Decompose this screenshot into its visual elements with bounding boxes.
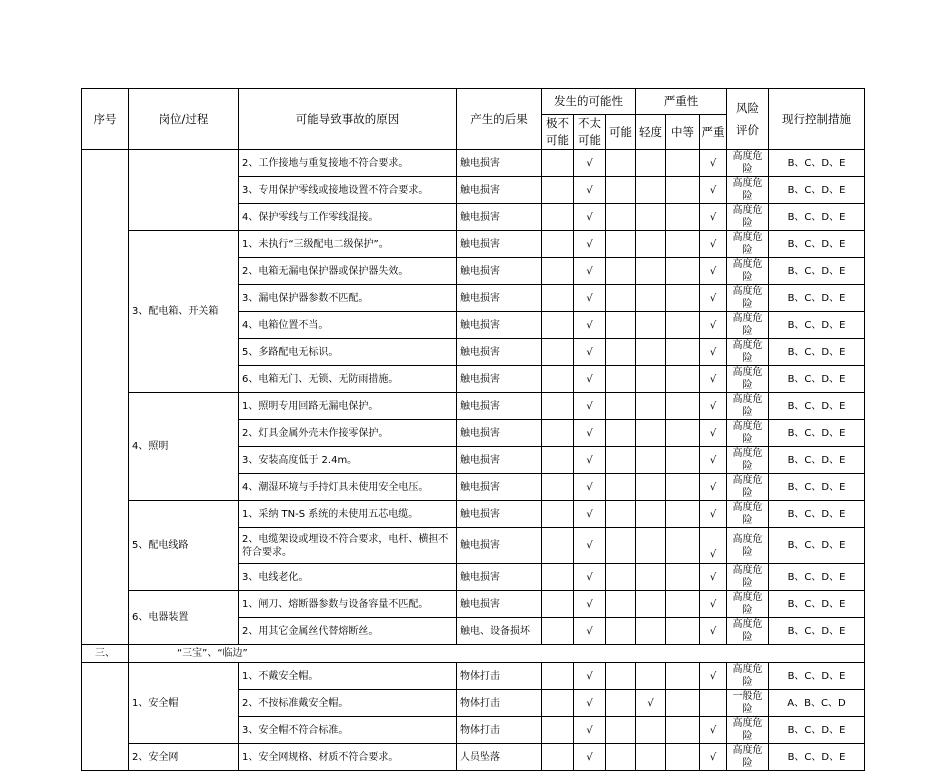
control-measures-cell: B、C、D、E xyxy=(769,231,865,258)
header-unlikely: 不太可能 xyxy=(574,115,606,150)
section-title: “三宝”、“临边” xyxy=(129,645,865,663)
severe-check xyxy=(700,690,727,717)
possible-cell xyxy=(606,393,636,420)
unlikely-check: √ xyxy=(574,393,606,420)
severe-check: √ xyxy=(700,618,727,645)
control-measures-cell: B、C、D、E xyxy=(769,150,865,177)
section-header-row xyxy=(82,645,865,663)
unlikely-check: √ xyxy=(574,258,606,285)
post-cell: 4、照明 xyxy=(129,393,239,501)
medium-cell xyxy=(666,366,700,393)
light-check xyxy=(636,744,666,771)
light-check xyxy=(636,204,666,231)
cause-cell: 5、多路配电无标识。 xyxy=(239,339,457,366)
unlikely-check: √ xyxy=(574,447,606,474)
consequence-cell: 触电损害 xyxy=(457,339,542,366)
light-check xyxy=(636,528,666,564)
severe-check: √ xyxy=(700,474,727,501)
medium-cell xyxy=(666,717,700,744)
severe-check: √ xyxy=(700,528,727,564)
header-possible: 可能 xyxy=(606,115,636,150)
extreme-unlikely-cell xyxy=(542,501,574,528)
risk-level-cell: 高度危险 xyxy=(727,591,769,618)
medium-cell xyxy=(666,339,700,366)
cause-cell: 1、未执行“三级配电二级保护”。 xyxy=(239,231,457,258)
severe-check: √ xyxy=(700,285,727,312)
post-cell: 3、配电箱、开关箱 xyxy=(129,231,239,393)
extreme-unlikely-cell xyxy=(542,204,574,231)
extreme-unlikely-cell xyxy=(542,420,574,447)
table-row xyxy=(82,591,865,618)
cause-cell: 4、潮湿环境与手持灯具未使用安全电压。 xyxy=(239,474,457,501)
light-check xyxy=(636,663,666,690)
possible-cell xyxy=(606,474,636,501)
possible-cell xyxy=(606,258,636,285)
unlikely-check: √ xyxy=(574,618,606,645)
risk-level-cell: 高度危险 xyxy=(727,258,769,285)
risk-level-cell: 高度危险 xyxy=(727,204,769,231)
medium-cell xyxy=(666,447,700,474)
possible-cell xyxy=(606,177,636,204)
light-check xyxy=(636,501,666,528)
medium-cell xyxy=(666,501,700,528)
post-cell: 1、安全帽 xyxy=(129,663,239,744)
unlikely-check: √ xyxy=(574,528,606,564)
light-check: √ xyxy=(636,690,666,717)
medium-cell xyxy=(666,285,700,312)
possible-cell xyxy=(606,285,636,312)
light-check xyxy=(636,231,666,258)
extreme-unlikely-cell xyxy=(542,258,574,285)
risk-level-cell: 高度危险 xyxy=(727,231,769,258)
table-row xyxy=(82,231,865,258)
severe-check: √ xyxy=(700,231,727,258)
cause-cell: 2、用其它金属丝代替熔断丝。 xyxy=(239,618,457,645)
post-cell xyxy=(129,150,239,231)
extreme-unlikely-cell xyxy=(542,717,574,744)
extreme-unlikely-cell xyxy=(542,528,574,564)
header-likelihood: 发生的可能性 xyxy=(542,89,636,115)
light-check xyxy=(636,177,666,204)
severe-check: √ xyxy=(700,744,727,771)
medium-cell xyxy=(666,258,700,285)
unlikely-check: √ xyxy=(574,564,606,591)
possible-cell xyxy=(606,717,636,744)
risk-level-cell: 高度危险 xyxy=(727,285,769,312)
light-check xyxy=(636,258,666,285)
possible-cell xyxy=(606,690,636,717)
medium-cell xyxy=(666,312,700,339)
unlikely-check: √ xyxy=(574,717,606,744)
consequence-cell: 触电损害 xyxy=(457,474,542,501)
severe-check: √ xyxy=(700,663,727,690)
control-measures-cell: B、C、D、E xyxy=(769,258,865,285)
risk-level-cell: 高度危险 xyxy=(727,744,769,771)
medium-cell xyxy=(666,618,700,645)
post-cell: 6、电器装置 xyxy=(129,591,239,645)
cause-cell: 2、工作接地与重复接地不符合要求。 xyxy=(239,150,457,177)
severe-check: √ xyxy=(700,717,727,744)
table-row xyxy=(82,501,865,528)
consequence-cell: 触电损害 xyxy=(457,528,542,564)
medium-cell xyxy=(666,591,700,618)
header-severe: 严重 xyxy=(700,115,727,150)
section-number: 三、 xyxy=(82,645,129,663)
extreme-unlikely-cell xyxy=(542,285,574,312)
possible-cell xyxy=(606,591,636,618)
extreme-unlikely-cell xyxy=(542,618,574,645)
unlikely-check: √ xyxy=(574,690,606,717)
cause-cell: 2、电箱无漏电保护器或保护器失效。 xyxy=(239,258,457,285)
control-measures-cell: B、C、D、E xyxy=(769,393,865,420)
cause-cell: 3、安装高度低于 2.4m。 xyxy=(239,447,457,474)
extreme-unlikely-cell xyxy=(542,366,574,393)
risk-level-cell: 高度危险 xyxy=(727,420,769,447)
control-measures-cell: B、C、D、E xyxy=(769,501,865,528)
control-measures-cell: B、C、D、E xyxy=(769,618,865,645)
possible-cell xyxy=(606,663,636,690)
extreme-unlikely-cell xyxy=(542,591,574,618)
severe-check: √ xyxy=(700,339,727,366)
extreme-unlikely-cell xyxy=(542,177,574,204)
extreme-unlikely-cell xyxy=(542,447,574,474)
cause-cell: 1、安全网规格、材质不符合要求。 xyxy=(239,744,457,771)
control-measures-cell: B、C、D、E xyxy=(769,339,865,366)
light-check xyxy=(636,420,666,447)
possible-cell xyxy=(606,744,636,771)
control-measures-cell: B、C、D、E xyxy=(769,474,865,501)
extreme-unlikely-cell xyxy=(542,339,574,366)
cause-cell: 6、电箱无门、无锁、无防雨措施。 xyxy=(239,366,457,393)
control-measures-cell: B、C、D、E xyxy=(769,528,865,564)
table-row xyxy=(82,663,865,690)
severe-check: √ xyxy=(700,366,727,393)
medium-cell xyxy=(666,690,700,717)
unlikely-check: √ xyxy=(574,744,606,771)
severe-check: √ xyxy=(700,258,727,285)
control-measures-cell: B、C、D、E xyxy=(769,717,865,744)
consequence-cell: 触电损害 xyxy=(457,312,542,339)
control-measures-cell: A、B、C、D xyxy=(769,690,865,717)
medium-cell xyxy=(666,744,700,771)
header-extreme-unlikely: 极不可能 xyxy=(542,115,574,150)
row-number-cell xyxy=(82,663,129,771)
severe-check: √ xyxy=(700,591,727,618)
possible-cell xyxy=(606,150,636,177)
medium-cell xyxy=(666,150,700,177)
severe-check: √ xyxy=(700,312,727,339)
consequence-cell: 触电损害 xyxy=(457,204,542,231)
unlikely-check: √ xyxy=(574,312,606,339)
cause-cell: 4、电箱位置不当。 xyxy=(239,312,457,339)
control-measures-cell: B、C、D、E xyxy=(769,285,865,312)
medium-cell xyxy=(666,420,700,447)
possible-cell xyxy=(606,618,636,645)
extreme-unlikely-cell xyxy=(542,150,574,177)
header-severity: 严重性 xyxy=(636,89,727,115)
medium-cell xyxy=(666,474,700,501)
risk-level-cell: 高度危险 xyxy=(727,339,769,366)
extreme-unlikely-cell xyxy=(542,393,574,420)
light-check xyxy=(636,447,666,474)
possible-cell xyxy=(606,420,636,447)
possible-cell xyxy=(606,204,636,231)
consequence-cell: 触电损害 xyxy=(457,177,542,204)
cause-cell: 4、保护零线与工作零线混接。 xyxy=(239,204,457,231)
unlikely-check: √ xyxy=(574,663,606,690)
cause-cell: 3、电线老化。 xyxy=(239,564,457,591)
table-row xyxy=(82,744,865,771)
consequence-cell: 触电损害 xyxy=(457,420,542,447)
cause-cell: 3、漏电保护器参数不匹配。 xyxy=(239,285,457,312)
control-measures-cell: B、C、D、E xyxy=(769,564,865,591)
header-post: 岗位/过程 xyxy=(129,89,239,150)
severe-check: √ xyxy=(700,501,727,528)
unlikely-check: √ xyxy=(574,474,606,501)
consequence-cell: 触电损害 xyxy=(457,231,542,258)
risk-level-cell: 高度危险 xyxy=(727,366,769,393)
control-measures-cell: B、C、D、E xyxy=(769,663,865,690)
consequence-cell: 触电损害 xyxy=(457,447,542,474)
table-row xyxy=(82,150,865,177)
control-measures-cell: B、C、D、E xyxy=(769,420,865,447)
medium-cell xyxy=(666,204,700,231)
cause-cell: 1、采纳 TN-S 系统的未使用五芯电缆。 xyxy=(239,501,457,528)
possible-cell xyxy=(606,447,636,474)
possible-cell xyxy=(606,339,636,366)
consequence-cell: 触电损害 xyxy=(457,393,542,420)
control-measures-cell: B、C、D、E xyxy=(769,447,865,474)
consequence-cell: 物体打击 xyxy=(457,690,542,717)
unlikely-check: √ xyxy=(574,591,606,618)
header-light: 轻度 xyxy=(636,115,666,150)
risk-level-cell: 高度危险 xyxy=(727,501,769,528)
risk-level-cell: 一般危险 xyxy=(727,690,769,717)
severe-check: √ xyxy=(700,393,727,420)
unlikely-check: √ xyxy=(574,177,606,204)
medium-cell xyxy=(666,528,700,564)
header-no: 序号 xyxy=(82,89,129,150)
risk-level-cell: 高度危险 xyxy=(727,150,769,177)
unlikely-check: √ xyxy=(574,231,606,258)
consequence-cell: 触电损害 xyxy=(457,285,542,312)
risk-level-cell: 高度危险 xyxy=(727,564,769,591)
risk-level-cell: 高度危险 xyxy=(727,663,769,690)
severe-check: √ xyxy=(700,150,727,177)
severe-check: √ xyxy=(700,564,727,591)
cause-cell: 1、不戴安全帽。 xyxy=(239,663,457,690)
consequence-cell: 人员坠落 xyxy=(457,744,542,771)
medium-cell xyxy=(666,177,700,204)
unlikely-check: √ xyxy=(574,366,606,393)
unlikely-check: √ xyxy=(574,204,606,231)
consequence-cell: 触电损害 xyxy=(457,150,542,177)
risk-level-cell: 高度危险 xyxy=(727,177,769,204)
header-risk: 风险 评价 xyxy=(727,89,769,150)
light-check xyxy=(636,717,666,744)
control-measures-cell: B、C、D、E xyxy=(769,744,865,771)
risk-level-cell: 高度危险 xyxy=(727,312,769,339)
table-row xyxy=(82,393,865,420)
consequence-cell: 触电损害 xyxy=(457,258,542,285)
severe-check: √ xyxy=(700,447,727,474)
light-check xyxy=(636,591,666,618)
risk-level-cell: 高度危险 xyxy=(727,528,769,564)
unlikely-check: √ xyxy=(574,501,606,528)
light-check xyxy=(636,339,666,366)
consequence-cell: 触电损害 xyxy=(457,501,542,528)
header-consequence: 产生的后果 xyxy=(457,89,542,150)
extreme-unlikely-cell xyxy=(542,474,574,501)
extreme-unlikely-cell xyxy=(542,744,574,771)
unlikely-check: √ xyxy=(574,339,606,366)
possible-cell xyxy=(606,366,636,393)
risk-level-cell: 高度危险 xyxy=(727,618,769,645)
light-check xyxy=(636,312,666,339)
cause-cell: 2、电缆架设或埋设不符合要求，电杆、横担不符合要求。 xyxy=(239,528,457,564)
row-number-cell xyxy=(82,150,129,645)
extreme-unlikely-cell xyxy=(542,231,574,258)
unlikely-check: √ xyxy=(574,285,606,312)
header-control: 现行控制措施 xyxy=(769,89,865,150)
extreme-unlikely-cell xyxy=(542,663,574,690)
unlikely-check: √ xyxy=(574,150,606,177)
cause-cell: 2、不按标准戴安全帽。 xyxy=(239,690,457,717)
possible-cell xyxy=(606,312,636,339)
light-check xyxy=(636,366,666,393)
consequence-cell: 触电损害 xyxy=(457,564,542,591)
post-cell: 2、安全网 xyxy=(129,744,239,771)
possible-cell xyxy=(606,528,636,564)
possible-cell xyxy=(606,501,636,528)
risk-level-cell: 高度危险 xyxy=(727,474,769,501)
cause-cell: 3、安全帽不符合标准。 xyxy=(239,717,457,744)
possible-cell xyxy=(606,231,636,258)
light-check xyxy=(636,150,666,177)
consequence-cell: 触电损害 xyxy=(457,366,542,393)
possible-cell xyxy=(606,564,636,591)
cause-cell: 3、专用保护零线或接地设置不符合要求。 xyxy=(239,177,457,204)
risk-level-cell: 高度危险 xyxy=(727,717,769,744)
consequence-cell: 触电损害 xyxy=(457,591,542,618)
control-measures-cell: B、C、D、E xyxy=(769,204,865,231)
consequence-cell: 物体打击 xyxy=(457,717,542,744)
unlikely-check: √ xyxy=(574,420,606,447)
severe-check: √ xyxy=(700,420,727,447)
cause-cell: 1、闸刀、熔断器参数与设备容量不匹配。 xyxy=(239,591,457,618)
risk-level-cell: 高度危险 xyxy=(727,447,769,474)
header-cause: 可能导致事故的原因 xyxy=(239,89,457,150)
control-measures-cell: B、C、D、E xyxy=(769,312,865,339)
medium-cell xyxy=(666,564,700,591)
severe-check: √ xyxy=(700,204,727,231)
light-check xyxy=(636,618,666,645)
extreme-unlikely-cell xyxy=(542,690,574,717)
light-check xyxy=(636,393,666,420)
extreme-unlikely-cell xyxy=(542,312,574,339)
light-check xyxy=(636,564,666,591)
medium-cell xyxy=(666,393,700,420)
cause-cell: 2、灯具金属外壳未作接零保护。 xyxy=(239,420,457,447)
consequence-cell: 物体打击 xyxy=(457,663,542,690)
control-measures-cell: B、C、D、E xyxy=(769,177,865,204)
consequence-cell: 触电、设备损坏 xyxy=(457,618,542,645)
light-check xyxy=(636,285,666,312)
table-body xyxy=(82,150,865,771)
severe-check: √ xyxy=(700,177,727,204)
extreme-unlikely-cell xyxy=(542,564,574,591)
post-cell: 5、配电线路 xyxy=(129,501,239,591)
header-medium: 中等 xyxy=(666,115,700,150)
control-measures-cell: B、C、D、E xyxy=(769,366,865,393)
risk-level-cell: 高度危险 xyxy=(727,393,769,420)
medium-cell xyxy=(666,231,700,258)
medium-cell xyxy=(666,663,700,690)
light-check xyxy=(636,474,666,501)
control-measures-cell: B、C、D、E xyxy=(769,591,865,618)
cause-cell: 1、照明专用回路无漏电保护。 xyxy=(239,393,457,420)
risk-assessment-table xyxy=(81,88,865,771)
